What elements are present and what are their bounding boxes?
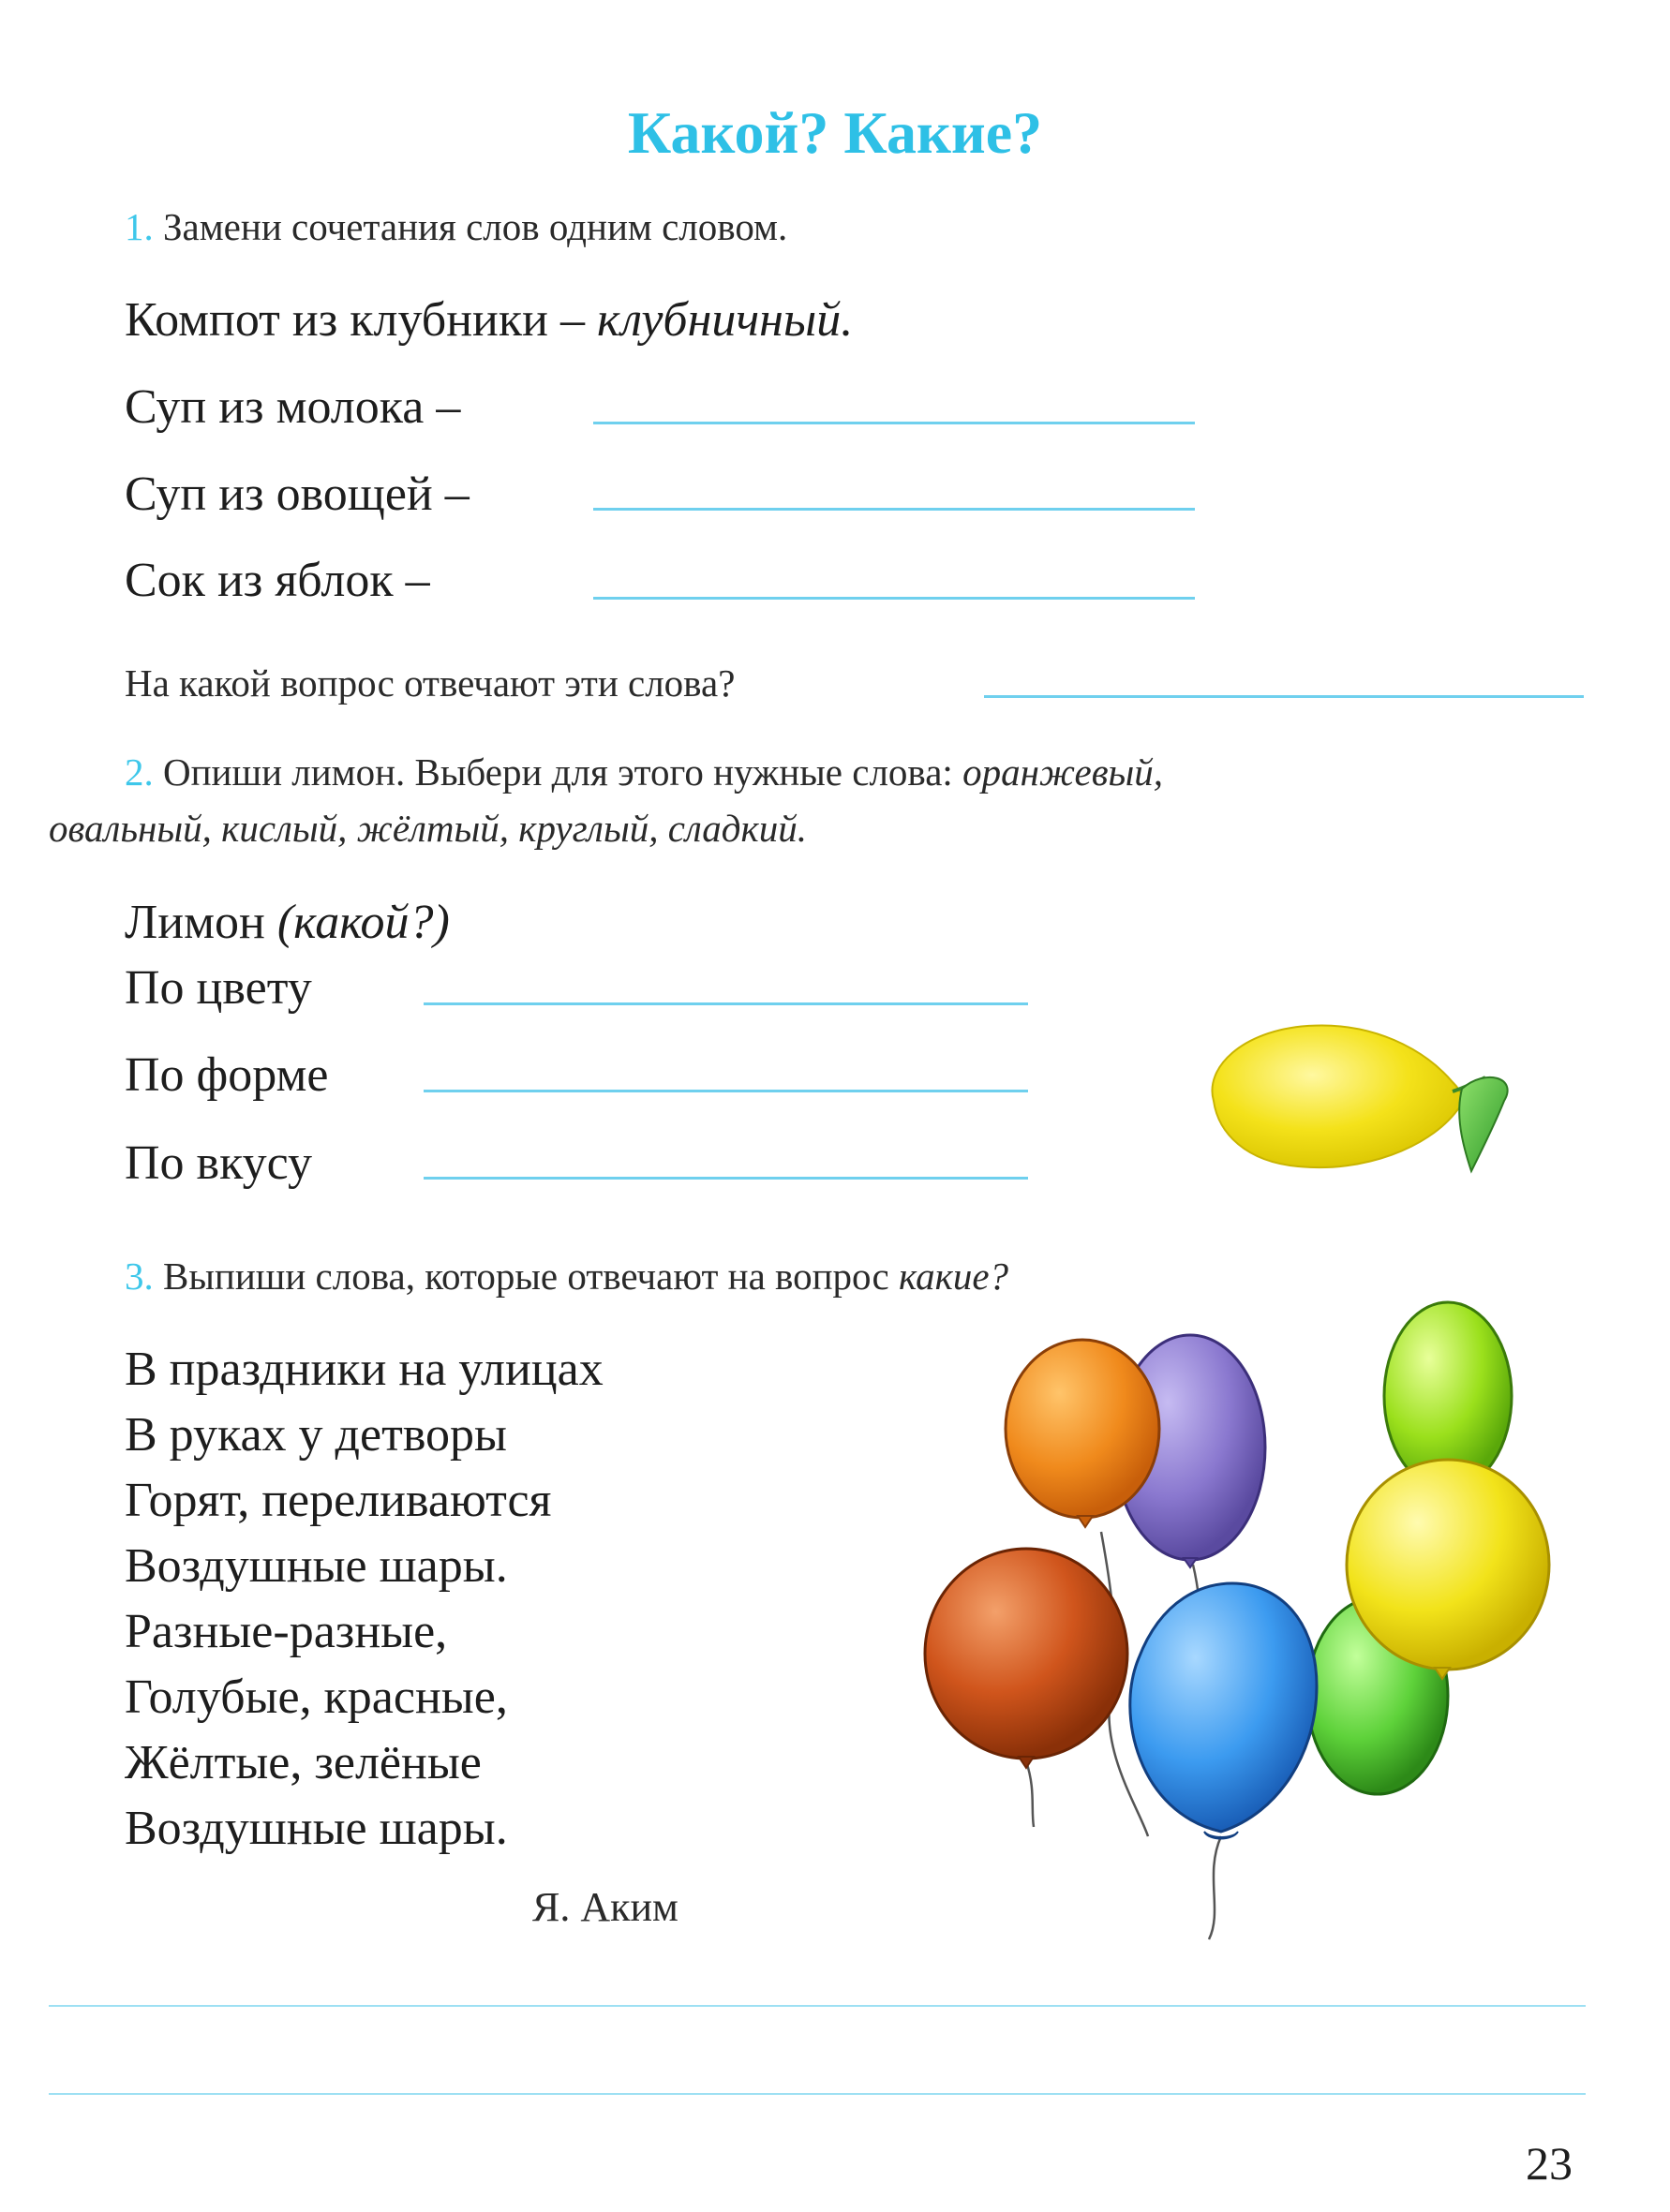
task3-instruction-question: какие? xyxy=(899,1254,1009,1298)
task2-lemon-word: Лимон xyxy=(125,896,265,949)
task1-answer-line-1[interactable] xyxy=(593,422,1195,424)
task2-row-shape: По форме xyxy=(125,1048,329,1102)
task1-answer-line-2[interactable] xyxy=(593,508,1195,511)
balloons-illustration xyxy=(923,1302,1579,1939)
page-number: 23 xyxy=(1526,2137,1573,2190)
task2-lemon-label xyxy=(125,895,450,950)
task2-answer-line-shape[interactable] xyxy=(424,1090,1028,1092)
poem-line-4: Воздушные шары. xyxy=(125,1539,508,1593)
task1-question-answer-line[interactable] xyxy=(984,695,1584,698)
task1-example-answer: клубничный. xyxy=(596,293,854,347)
lemon-illustration xyxy=(1204,1012,1513,1171)
task3-number: 3. xyxy=(125,1254,154,1298)
task1-item-3: Сок из яблок – xyxy=(125,554,430,607)
page-title: Какой? Какие? xyxy=(627,99,1043,166)
writing-line-1[interactable] xyxy=(49,2005,1586,2007)
task1-item-2: Суп из овощей – xyxy=(125,468,470,521)
poem-line-8: Воздушные шары. xyxy=(125,1802,508,1855)
poem-line-7: Жёлтые, зелёные xyxy=(125,1736,482,1789)
poem-line-1: В праздники на улицах xyxy=(125,1343,604,1396)
task2-lemon-question: (какой?) xyxy=(276,896,450,949)
task2-words-line2: овальный, кислый, жёлтый, круглый, сладкий. xyxy=(49,807,807,850)
task3-instruction xyxy=(125,1254,1008,1299)
poem-line-2: В руках у детворы xyxy=(125,1408,507,1462)
task1-instruction xyxy=(125,204,787,249)
task1-question: На какой вопрос отвечают эти слова? xyxy=(125,661,736,705)
poem-line-5: Разные-разные, xyxy=(125,1605,448,1658)
task1-number: 1. xyxy=(125,205,154,248)
task2-answer-line-color[interactable] xyxy=(424,1002,1028,1005)
task1-instruction-text: Замени сочетания слов одним словом. xyxy=(163,205,788,248)
task2-words-line1: оранжевый, xyxy=(962,750,1164,794)
task2-answer-line-taste[interactable] xyxy=(424,1177,1028,1180)
task2-row-color: По цвету xyxy=(125,961,312,1015)
task1-answer-line-3[interactable] xyxy=(593,597,1195,600)
task2-instruction-text: Опиши лимон. Выбери для этого нужные слова: xyxy=(163,750,953,794)
poem-line-3: Горят, переливаются xyxy=(125,1474,552,1527)
task2-row-taste: По вкусу xyxy=(125,1136,313,1190)
task2-number: 2. xyxy=(125,750,154,794)
task3-instruction-text: Выпиши слова, которые отвечают на вопрос xyxy=(163,1254,889,1298)
writing-line-2[interactable] xyxy=(49,2093,1586,2095)
task1-example-phrase: Компот из клубники – xyxy=(125,293,585,347)
task1-example xyxy=(125,292,853,348)
poem-line-6: Голубые, красные, xyxy=(125,1670,508,1724)
task1-item-1: Суп из молока – xyxy=(125,380,461,434)
poem-author: Я. Аким xyxy=(532,1884,678,1930)
task2-instruction xyxy=(125,750,1163,794)
